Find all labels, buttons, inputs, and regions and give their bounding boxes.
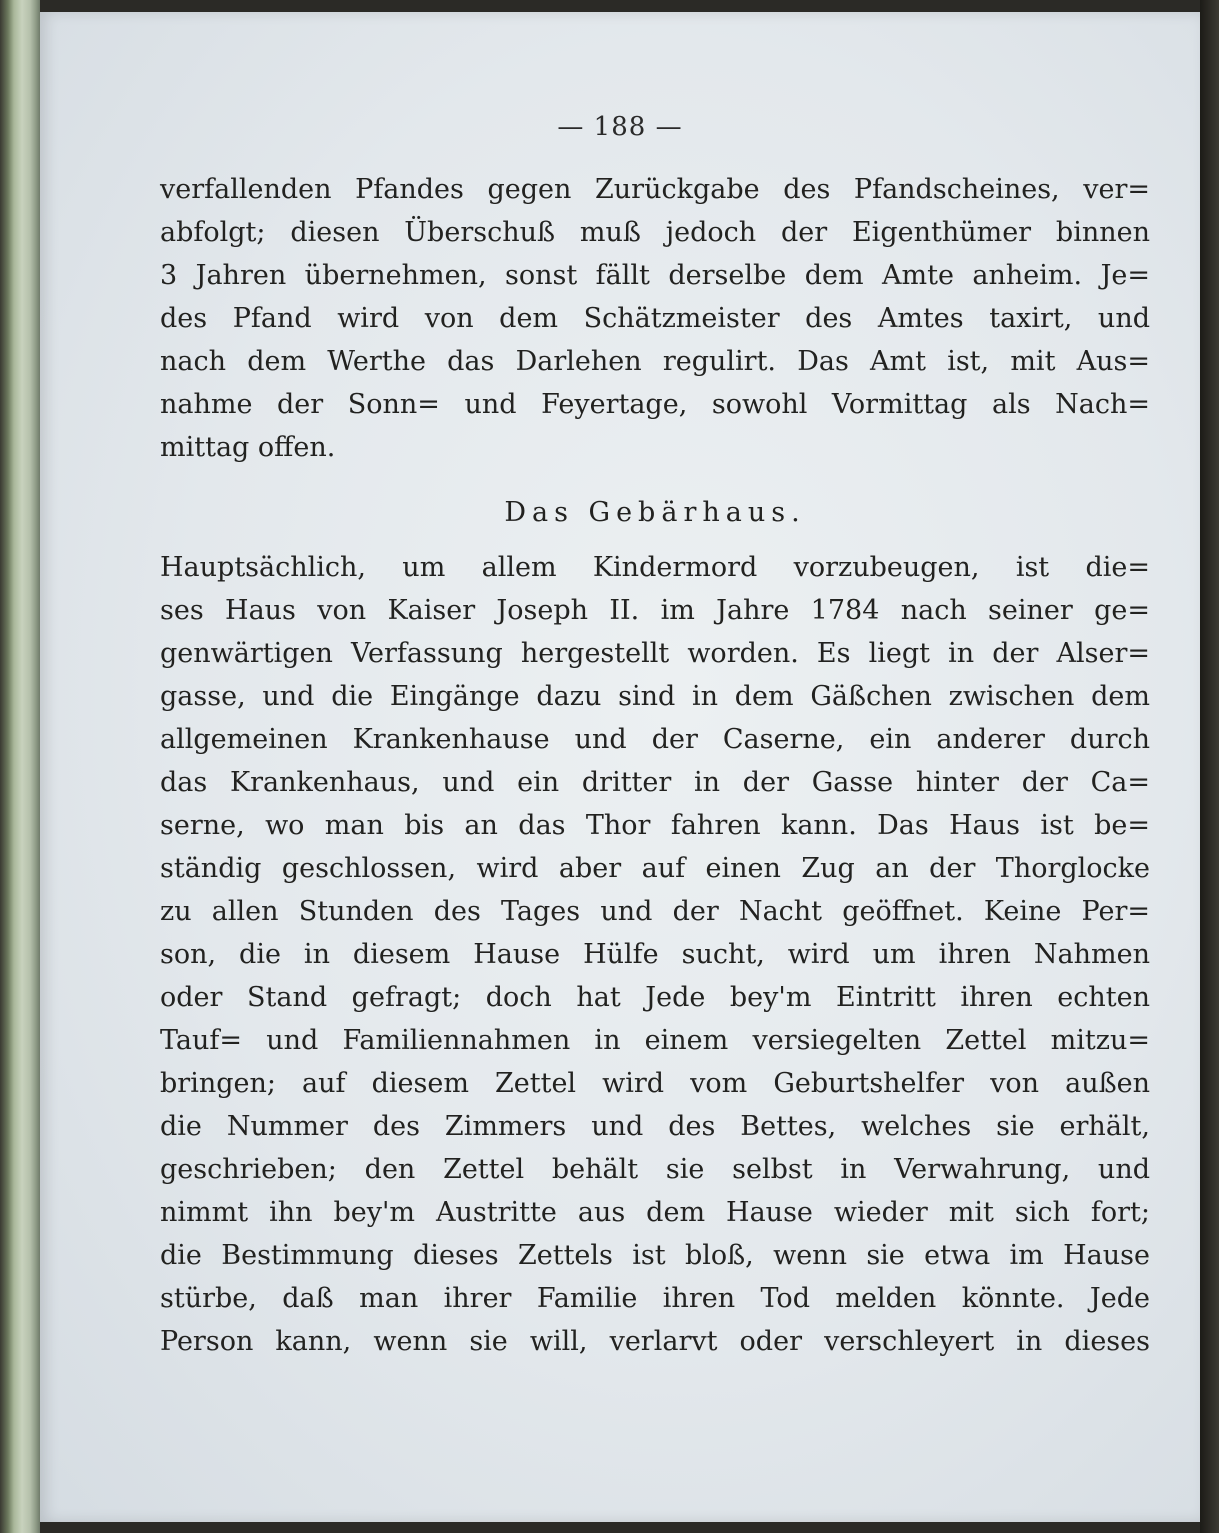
text-line: Tauf= und Familiennahmen in einem versiegelten Zettel mitzu= <box>160 1025 1150 1056</box>
text-line: oder Stand gefragt; doch hat Jede bey'm Eintritt ihren echten <box>160 982 1150 1013</box>
text-line: das Krankenhaus, und ein dritter in der Gasse hinter der Ca= <box>160 767 1150 798</box>
book-page <box>40 12 1200 1522</box>
text-line: serne, wo man bis an das Thor fahren kann. Das Haus ist be= <box>160 810 1150 841</box>
text-line: bringen; auf diesem Zettel wird vom Geburtshelfer von außen <box>160 1068 1150 1099</box>
text-line: 3 Jahren übernehmen, sonst fällt derselbe dem Amte anheim. Je= <box>160 260 1150 291</box>
text-line: Hauptsächlich, um allem Kindermord vorzubeugen, ist die= <box>160 552 1150 583</box>
text-line: verfallenden Pfandes gegen Zurückgabe des Pfandscheines, ver= <box>160 174 1150 205</box>
text-line: stürbe, daß man ihrer Familie ihren Tod melden könnte. Jede <box>160 1283 1150 1314</box>
page-text <box>160 168 1150 1363</box>
book-spine-edge <box>0 0 40 1533</box>
text-line: Person kann, wenn sie will, verlarvt oder verschleyert in dieses <box>160 1326 1150 1357</box>
text-line: son, die in diesem Hause Hülfe sucht, wird um ihren Nahmen <box>160 939 1150 970</box>
text-line: nahme der Sonn= und Feyertage, sowohl Vormittag als Nach= <box>160 389 1150 420</box>
page-number: — 188 — <box>557 112 683 142</box>
book-cover-edge <box>1200 0 1219 1533</box>
section-heading: Das Gebärhaus. <box>504 497 806 528</box>
text-line: die Bestimmung dieses Zettels ist bloß, wenn sie etwa im Hause <box>160 1240 1150 1271</box>
text-line: genwärtigen Verfassung hergestellt worden. Es liegt in der Alser= <box>160 638 1150 669</box>
text-line: mittag offen. <box>160 432 336 463</box>
text-line: abfolgt; diesen Überschuß muß jedoch der Eigenthümer binnen <box>160 217 1150 248</box>
text-line: ständig geschlossen, wird aber auf einen Zug an der Thorglocke <box>160 853 1150 884</box>
text-line: nach dem Werthe das Darlehen regulirt. Das Amt ist, mit Aus= <box>160 346 1150 377</box>
text-line: ses Haus von Kaiser Joseph II. im Jahre 1784 nach seiner ge= <box>160 595 1150 626</box>
text-line: die Nummer des Zimmers und des Bettes, welches sie erhält, <box>160 1111 1150 1142</box>
text-line: des Pfand wird von dem Schätzmeister des Amtes taxirt, und <box>160 303 1150 334</box>
text-line: nimmt ihn bey'm Austritte aus dem Hause wieder mit sich fort; <box>160 1197 1150 1228</box>
text-line: gasse, und die Eingänge dazu sind in dem Gäßchen zwischen dem <box>160 681 1150 712</box>
text-line: allgemeinen Krankenhause und der Caserne, ein anderer durch <box>160 724 1150 755</box>
text-line: zu allen Stunden des Tages und der Nacht geöffnet. Keine Per= <box>160 896 1150 927</box>
text-line: geschrieben; den Zettel behält sie selbst in Verwahrung, und <box>160 1154 1150 1185</box>
